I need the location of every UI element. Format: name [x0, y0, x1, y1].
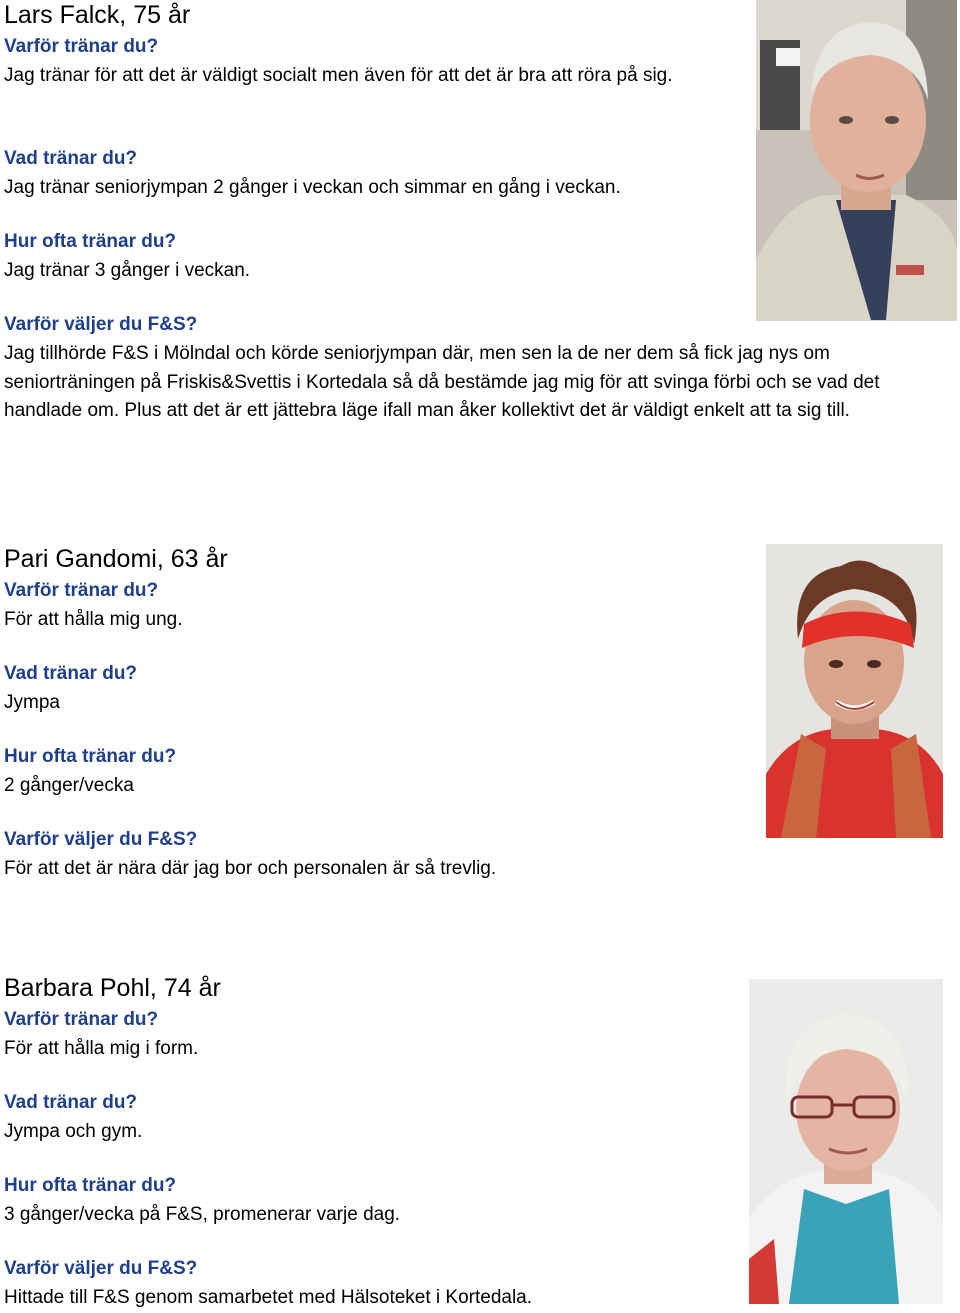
question-choose: Varför väljer du F&S?	[4, 829, 198, 850]
answer-often: 3 gånger/vecka på F&S, promenerar varje dag.	[4, 1204, 401, 1225]
question-why: Varför tränar du?	[4, 36, 159, 57]
answer-why: För att hålla mig i form.	[4, 1038, 199, 1059]
question-often: Hur ofta tränar du?	[4, 746, 177, 767]
question-why: Varför tränar du?	[4, 1009, 159, 1030]
portrait-photo-lars	[756, 0, 957, 321]
answer-what: Jag tränar seniorjympan 2 gånger i veckan och simmar en gång i veckan.	[4, 177, 621, 198]
question-often: Hur ofta tränar du?	[4, 231, 177, 252]
question-often: Hur ofta tränar du?	[4, 1175, 177, 1196]
answer-why: För att hålla mig ung.	[4, 609, 183, 630]
answer-often: Jag tränar 3 gånger i veckan.	[4, 260, 251, 281]
answer-why: Jag tränar för att det är väldigt socialt men även för att det är bra att röra på sig.	[4, 65, 673, 86]
person-name: Pari Gandomi, 63 år	[4, 545, 228, 573]
answer-often: 2 gånger/vecka	[4, 775, 134, 796]
answer-choose: Hittade till F&S genom samarbetet med Hälsoteket i Kortedala.	[4, 1287, 533, 1308]
portrait-photo-barbara	[749, 979, 943, 1304]
answer-choose: Jag tillhörde F&S i Mölndal och körde seniorjympan där, men sen la de ner dem så fick jag nys om seniorträningen på Friskis&Svettis i Kortedala så då bestämde jag mig för att svinga förbi och se vad det handlade om. Plus att det är ett jättebra läge ifall man åker kollektivt det är väldigt enkelt att ta sig till.	[4, 343, 880, 421]
question-why: Varför tränar du?	[4, 580, 159, 601]
answer-choose: För att det är nära där jag bor och personalen är så trevlig.	[4, 858, 497, 879]
question-what: Vad tränar du?	[4, 1092, 138, 1113]
person-name: Barbara Pohl, 74 år	[4, 974, 221, 1002]
answer-what: Jympa och gym.	[4, 1121, 143, 1142]
answer-what: Jympa	[4, 692, 60, 713]
question-what: Vad tränar du?	[4, 663, 138, 684]
portrait-photo-pari	[766, 544, 943, 838]
question-choose: Varför väljer du F&S?	[4, 1258, 198, 1279]
question-choose: Varför väljer du F&S?	[4, 314, 198, 335]
question-what: Vad tränar du?	[4, 148, 138, 169]
person-name: Lars Falck, 75 år	[4, 1, 191, 29]
